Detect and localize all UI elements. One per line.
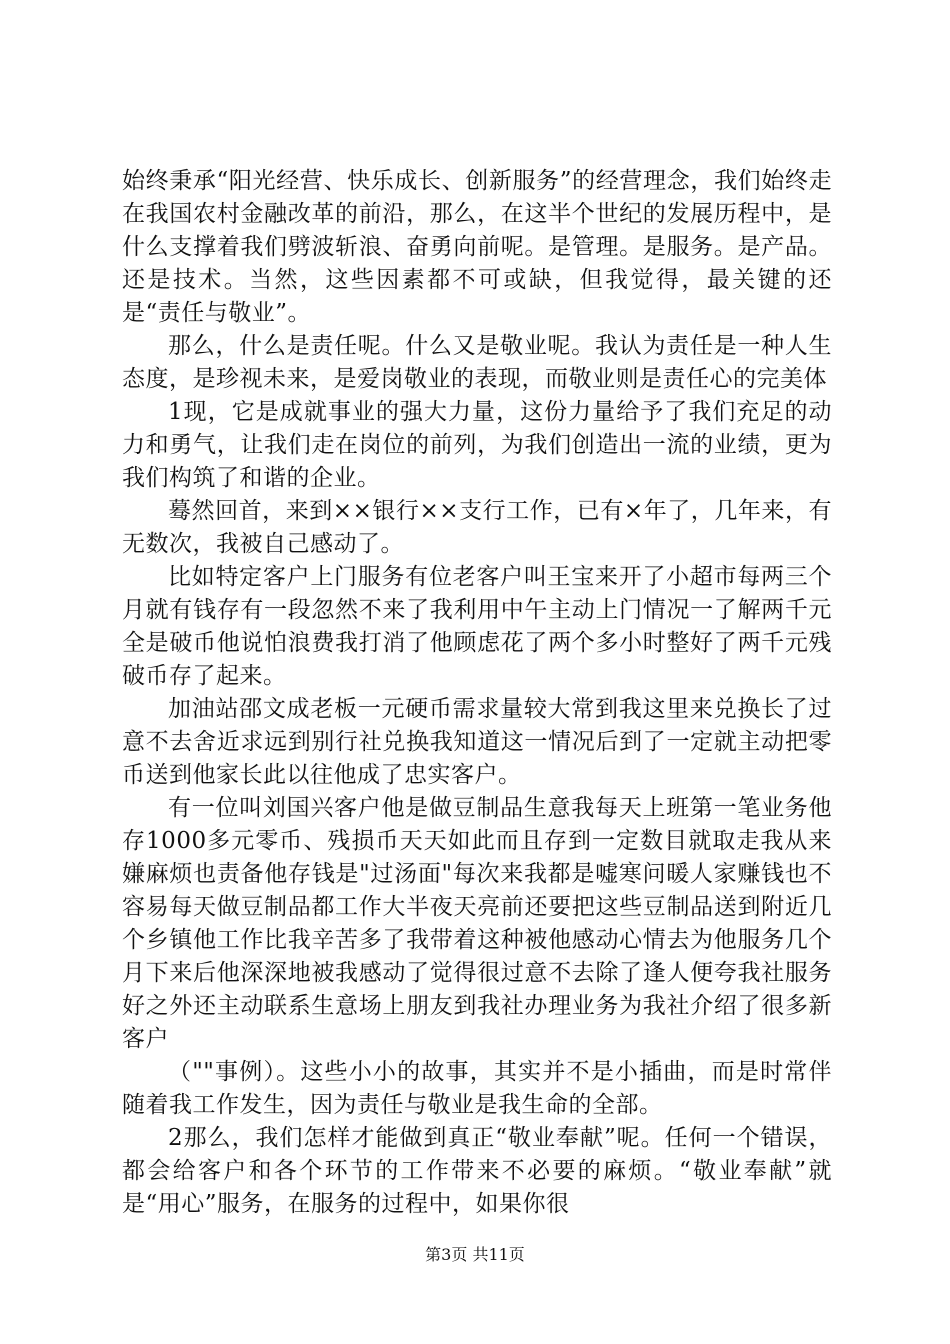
paragraph: 始终秉承“阳光经营、快乐成长、创新服务”的经营理念，我们始终走在我国农村金融改革的前沿，那么，在这半个世纪的发展历程中，是什么支撑着我们劈波斩浪、奋勇向前呢。是管理。是服务。是产品。还是技术。当然，这些因素都不可或缺，但我觉得，最关键的还是“责任与敬业”。 — [122, 168, 832, 326]
paragraph: 2那么，我们怎样才能做到真正“敬业奉献”呢。任何一个错误，都会给客户和各个环节的工作带来不必要的麻烦。“敬业奉献”就是“用心”服务，在服务的过程中，如果你很 — [122, 1125, 832, 1217]
paragraph: 加油站邵文成老板一元硬币需求量较大常到我这里来兑换长了过意不去舍近求远到别行社兑换我知道这一情况后到了一定就主动把零币送到他家长此以往他成了忠实客户。 — [122, 696, 832, 788]
paragraph: 比如特定客户上门服务有位老客户叫王宝来开了小超市每两三个月就有钱存有一段忽然不来了我利用中午主动上门情况一了解两千元全是破币他说怕浪费我打消了他顾虑花了两个多小时整好了两千元残破币存了起来。 — [122, 564, 832, 689]
page-number-footer: 第3页 共11页 — [425, 1245, 525, 1264]
document-body — [122, 165, 832, 1221]
paragraph: 有一位叫刘国兴客户他是做豆制品生意我每天上班第一笔业务他存1000多元零币、残损币天天如此而且存到一定数目就取走我从来嫌麻烦也责备他存钱是"过汤面"每次来我都是嘘寒问暖人家赚钱也不容易每天做豆制品都工作大半夜天亮前还要把这些豆制品送到附近几个乡镇他工作比我辛苦多了我带着这种被他感动心情去为他服务几个月下来后他深深地被我感动了觉得很过意不去除了逢人便夸我社服务好之外还主动联系生意场上朋友到我社办理业务为我社介绍了很多新客户 — [122, 795, 832, 1052]
paragraph: 1现，它是成就事业的强大力量，这份力量给予了我们充足的动力和勇气，让我们走在岗位的前列，为我们创造出一流的业绩，更为我们构筑了和谐的企业。 — [122, 399, 832, 491]
paragraph: 那么，什么是责任呢。什么又是敬业呢。我认为责任是一种人生态度，是珍视未来，是爱岗敬业的表现，而敬业则是责任心的完美体 — [122, 333, 832, 392]
paragraph: 蓦然回首，来到××银行××支行工作，已有×年了，几年来，有无数次，我被自己感动了。 — [122, 498, 832, 557]
paragraph: （""事例）。这些小小的故事，其实并不是小插曲，而是时常伴随着我工作发生，因为责任与敬业是我生命的全部。 — [122, 1059, 832, 1118]
